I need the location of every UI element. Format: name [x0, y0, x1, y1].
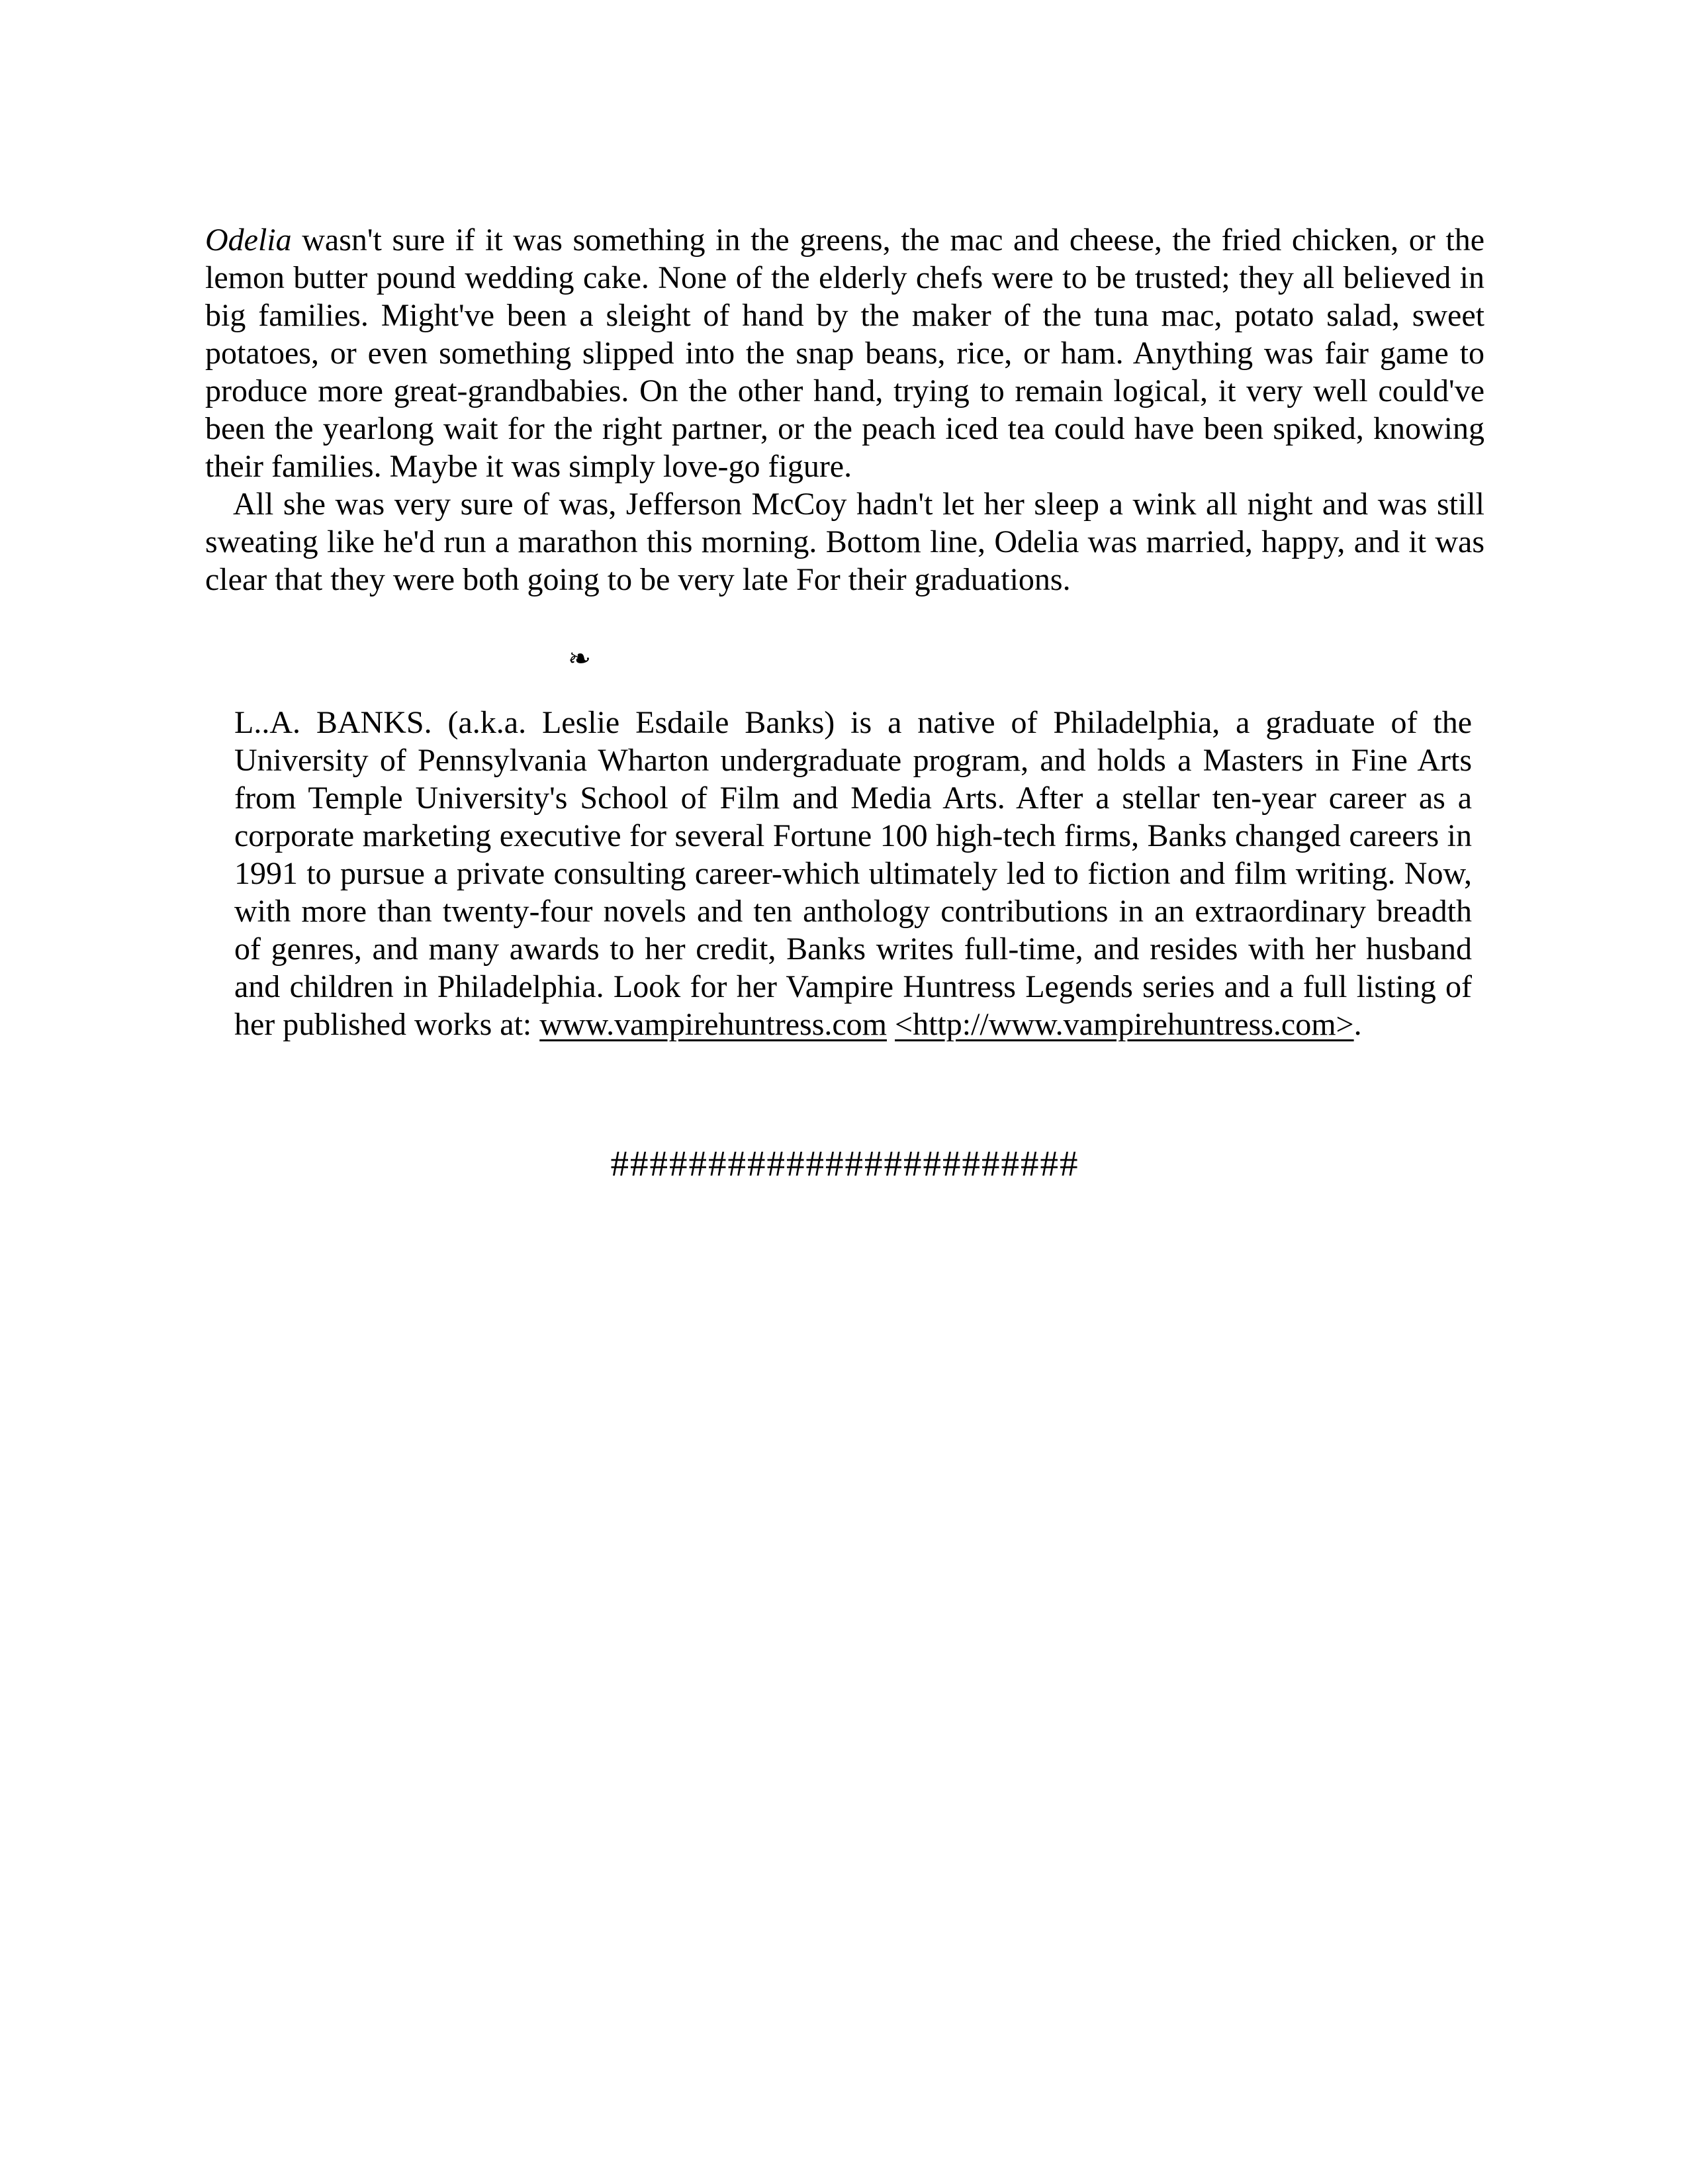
author-bio-closing-period: .: [1353, 1007, 1362, 1042]
author-bio: [234, 704, 1472, 1043]
story-paragraph-1: [205, 221, 1484, 485]
hash-separator: ########################: [610, 1143, 1079, 1184]
fleuron-icon: ❧: [568, 642, 592, 675]
author-bio-text: L..A. BANKS. (a.k.a. Leslie Esdaile Banks) is a native of Philadelphia, a graduate of the University of Pennsylvania Wharton undergraduate program, and holds a Masters in Fine Arts from Temple University's School of Film and Media Arts. After a stellar ten-year career as a corporate marketing executive for several Fortune 100 high-tech firms, Banks changed careers in 1991 to pursue a private consulting career-which ultimately led to fiction and film writing. Now, with more than twenty-four novels and ten anthology contributions in an extraordinary breadth of genres, and many awards to her credit, Banks writes full-time, and resides with her husband and children in Philadelphia. Look for her Vampire Huntress Legends series and a full listing of her published works at:: [234, 705, 1472, 1042]
story-paragraph-1-text: wasn't sure if it was something in the greens, the mac and cheese, the fried chicken, or the lemon butter pound wedding cake. None of the elderly chefs were to be trusted; they all believed in big families. Might've been a sleight of hand by the maker of the tuna mac, potato salad, sweet potatoes, or even something slipped into the snap beans, rice, or ham. Anything was fair game to produce more great-grandbabies. On the other hand, trying to remain logical, it very well could've been the yearlong wait for the right partner, or the peach iced tea could have been spiked, knowing their families. Maybe it was simply love-go figure.: [205, 222, 1484, 484]
story-paragraph-1-lead-word: Odelia: [205, 222, 292, 258]
story-paragraph-2: All she was very sure of was, Jefferson McCoy hadn't let her sleep a wink all night and was still sweating like he'd run a marathon this morning. Bottom line, Odelia was married, happy, and it was clear that they were both going to be very late For their graduations.: [205, 487, 1484, 597]
section-divider: [205, 640, 1484, 677]
vampirehuntress-link[interactable]: www.vampirehuntress.com: [539, 1007, 888, 1042]
vampirehuntress-url-link[interactable]: <http://www.vampirehuntress.com>: [895, 1007, 1354, 1042]
